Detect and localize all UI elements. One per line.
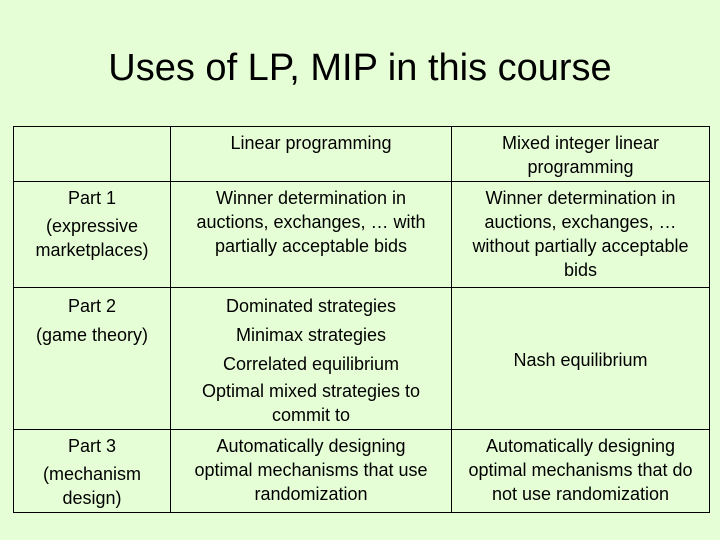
row-1-mip-cell: [452, 182, 710, 288]
header-lp-label: Linear programming: [230, 133, 392, 153]
header-mip-line-1: Mixed integer linear: [501, 133, 660, 153]
row-1-mip-line-4: bids: [563, 260, 598, 280]
row-2-part-cell: [14, 288, 171, 430]
row-2-mip-line-1: Nash equilibrium: [513, 349, 648, 370]
header-mip-line-2: programming: [527, 157, 634, 177]
row-2-part-line-1: Part 2: [67, 296, 117, 316]
row-2-lp-cell: [171, 288, 452, 430]
row-1-lp-line-1: Winner determination in: [215, 188, 407, 208]
row-2-lp-line-1: Dominated strategies: [225, 296, 397, 316]
row-3-lp-line-2: optimal mechanisms that use: [194, 460, 428, 480]
row-3-mip-cell: [452, 430, 710, 513]
row-2-lp-line-4: Optimal mixed strategies to: [201, 381, 421, 401]
row-3-lp-line-1: Automatically designing: [216, 436, 406, 456]
row-3-part-line-2: (mechanism: [42, 464, 142, 484]
row-1-part-line-2: (expressive: [45, 216, 139, 236]
comparison-table: [13, 126, 710, 513]
table-row-part-1: [14, 182, 710, 288]
row-3-mip-line-1: Automatically designing: [485, 436, 676, 456]
header-row: [14, 127, 710, 182]
row-2-lp-line-2: Minimax strategies: [235, 325, 387, 345]
row-3-part-line-3: design): [62, 488, 122, 508]
row-2-mip-cell: [452, 288, 710, 430]
row-1-part-line-3: marketplaces): [35, 240, 149, 260]
row-3-mip-line-3: not use randomization: [491, 484, 670, 504]
row-1-part-line-1: Part 1: [67, 188, 117, 208]
table-row-part-2: [14, 288, 710, 430]
row-3-part-line-1: Part 3: [67, 436, 117, 456]
row-1-mip-line-2: auctions, exchanges, …: [484, 212, 677, 232]
header-cell-mip: [452, 127, 710, 182]
row-1-part-cell: [14, 182, 171, 288]
row-1-mip-line-3: without partially acceptable: [472, 236, 689, 256]
header-cell-empty: [14, 127, 171, 182]
row-3-mip-line-2: optimal mechanisms that do: [468, 460, 693, 480]
row-2-lp-line-3: Correlated equilibrium: [222, 354, 400, 374]
slide-title: Uses of LP, MIP in this course: [108, 47, 612, 89]
table-row-part-3: [14, 430, 710, 513]
header-cell-lp: [171, 127, 452, 182]
row-3-part-cell: [14, 430, 171, 513]
row-3-lp-line-3: randomization: [254, 484, 368, 504]
row-2-part-line-2: (game theory): [35, 325, 149, 345]
row-1-mip-line-1: Winner determination in: [485, 188, 676, 208]
row-2-lp-line-5: commit to: [271, 405, 350, 425]
row-1-lp-line-2: auctions, exchanges, … with: [196, 212, 426, 232]
row-1-lp-cell: [171, 182, 452, 288]
row-3-lp-cell: [171, 430, 452, 513]
row-1-lp-line-3: partially acceptable bids: [214, 236, 408, 256]
